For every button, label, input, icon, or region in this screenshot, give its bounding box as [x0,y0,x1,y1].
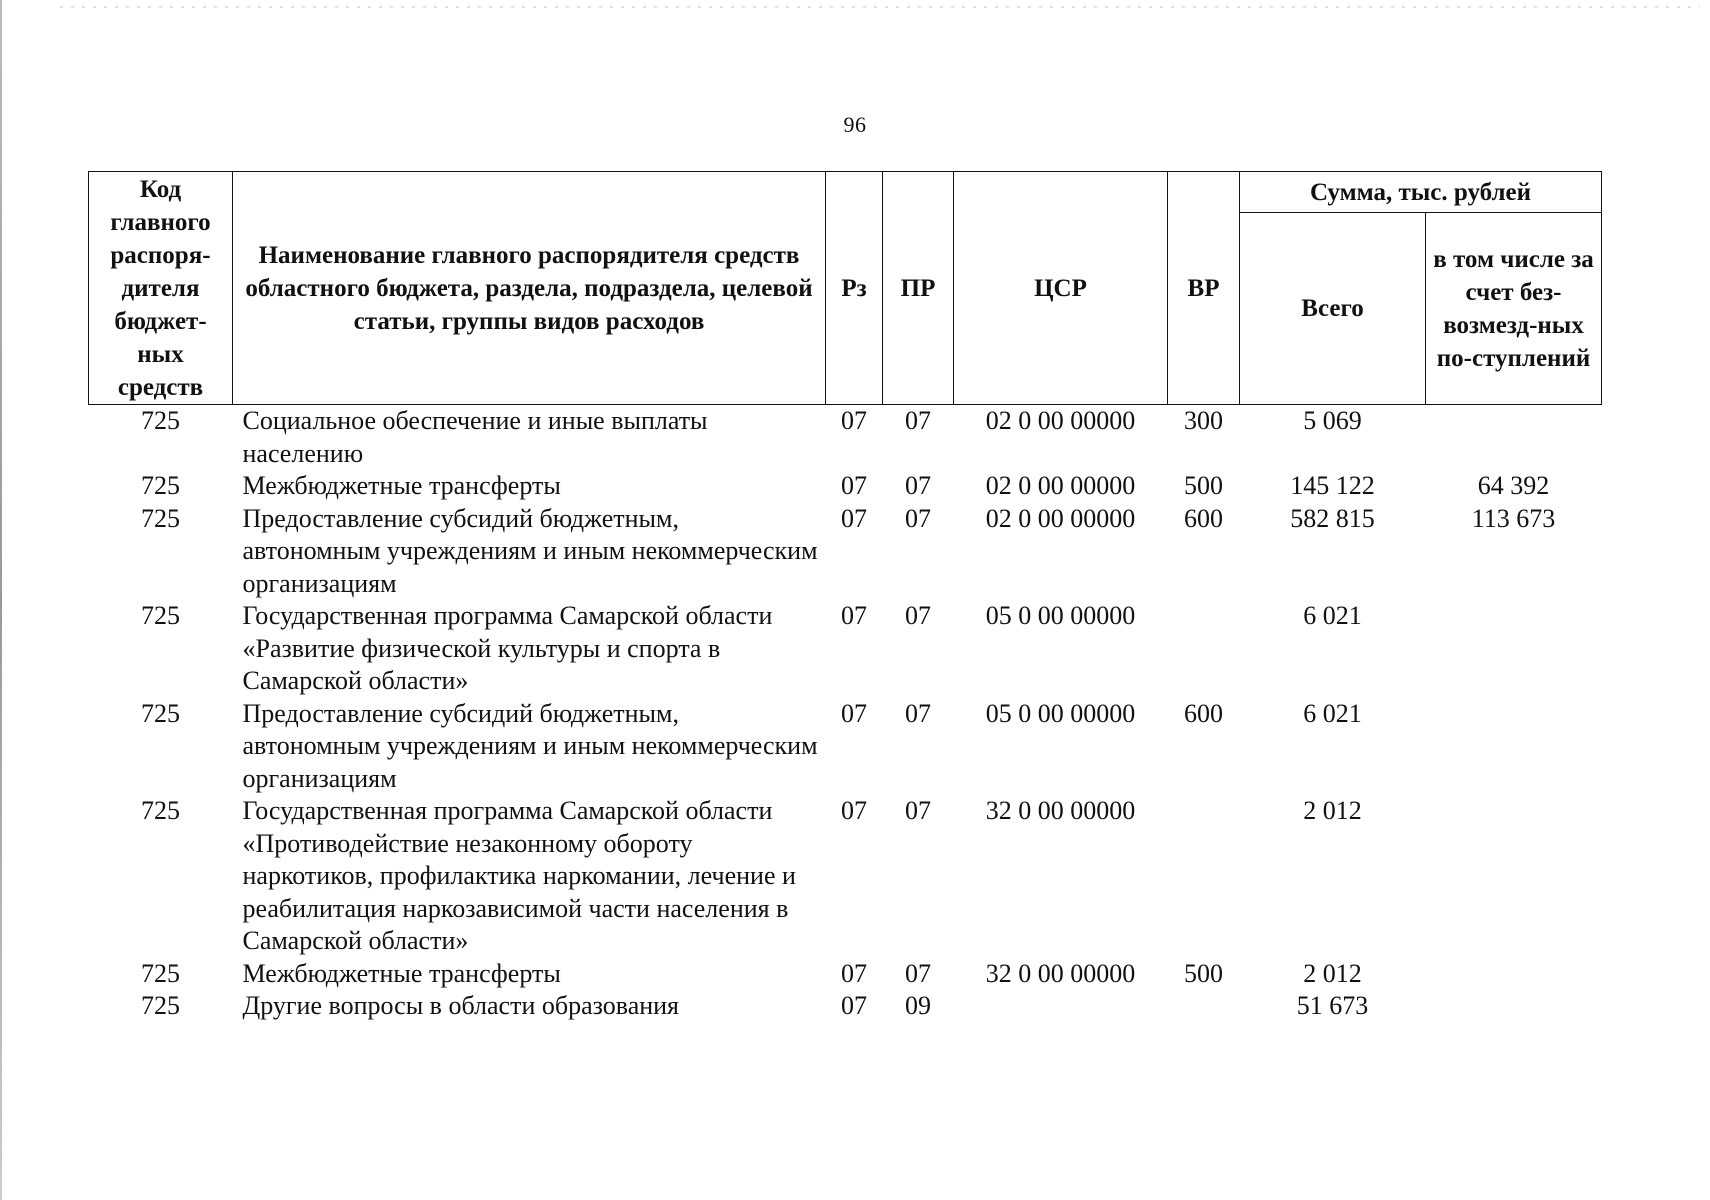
cell-vr: 300 [1184,406,1223,435]
cell-free-receipts [1426,795,1602,958]
cell-rz: 07 [841,503,867,533]
cell-total: 6 021 [1303,601,1362,630]
cell-code: 725 [141,698,180,728]
cell-vr: 600 [1184,698,1223,728]
cell-rz: 07 [841,991,867,1020]
cell-pr: 07 [905,406,931,435]
cell-csr: 05 0 00 00000 [985,698,1136,728]
table-row [89,990,1602,1023]
budget-table [88,171,1602,1023]
table-row [89,600,1602,698]
cell-vr [1168,795,1240,958]
table-body [89,405,1602,1023]
cell-name: Межбюджетные трансферты [242,471,561,500]
cell-free-receipts [1426,698,1602,796]
header-vr: ВР [1168,172,1240,405]
cell-code: 725 [141,796,180,825]
cell-csr: 02 0 00 00000 [985,503,1136,533]
cell-pr: 09 [905,991,931,1020]
cell-rz: 07 [841,698,867,728]
cell-csr: 02 0 00 00000 [985,471,1136,500]
cell-code: 725 [141,503,180,533]
cell-vr: 600 [1184,503,1223,533]
table-row [89,405,1602,471]
cell-name: Другие вопросы в области образования [242,991,680,1020]
cell-pr: 07 [905,958,931,988]
cell-pr: 07 [905,796,931,825]
header-pr: ПР [883,172,954,405]
cell-pr: 07 [905,471,931,500]
cell-free-receipts [1426,600,1602,698]
cell-rz: 07 [841,958,867,988]
cell-code: 725 [141,958,180,988]
header-free-receipts: в том числе за счет без-возмезд-ных по-ступлений [1426,213,1602,405]
cell-csr [954,990,1168,1023]
table-row [89,470,1602,503]
cell-rz: 07 [841,406,867,435]
cell-total: 582 815 [1290,503,1375,533]
cell-free-receipts [1426,958,1602,991]
cell-rz: 07 [841,601,867,630]
cell-pr: 07 [905,503,931,533]
header-rz: Рз [826,172,883,405]
cell-total: 2 012 [1303,796,1362,825]
cell-rz: 07 [841,471,867,500]
header-sum-group: Сумма, тыс. рублей [1240,172,1602,213]
cell-total: 2 012 [1303,958,1362,988]
cell-total: 5 069 [1303,406,1362,435]
scan-edge [0,0,2,1200]
cell-total: 6 021 [1303,698,1362,728]
cell-code: 725 [141,471,180,500]
table-row [89,795,1602,958]
scan-noise [60,6,1700,8]
cell-name: Межбюджетные трансферты [242,958,561,988]
table-header [89,172,1602,405]
cell-free-receipts: 113 673 [1471,503,1556,533]
cell-total: 145 122 [1290,471,1375,500]
cell-code: 725 [141,991,180,1020]
cell-vr: 500 [1184,958,1223,988]
header-name: Наименование главного распорядителя средств областного бюджета, раздела, подраздела, целевой статьи, группы видов расходов [233,172,826,405]
table-row [89,503,1602,601]
cell-pr: 07 [905,601,931,630]
cell-free-receipts: 64 392 [1477,471,1550,500]
cell-name: Государственная программа Самарской области «Развитие физической культуры и спорта в Самарской области» [242,601,773,695]
cell-csr: 05 0 00 00000 [985,601,1136,630]
cell-csr: 02 0 00 00000 [985,406,1136,435]
header-code: Код главного распоря-дителя бюджет-ных средств [89,172,233,405]
cell-csr: 32 0 00 00000 [985,796,1136,825]
cell-code: 725 [141,601,180,630]
cell-free-receipts [1426,405,1602,471]
cell-name: Предоставление субсидий бюджетным, автономным учреждениям и иным некоммерческим организациям [242,698,818,793]
cell-vr [1168,990,1240,1023]
cell-pr: 07 [905,698,931,728]
table-row [89,958,1602,991]
cell-vr: 500 [1184,471,1223,500]
cell-rz: 07 [841,796,867,825]
cell-csr: 32 0 00 00000 [985,958,1136,988]
header-csr: ЦСР [954,172,1168,405]
header-total: Всего [1240,213,1426,405]
cell-code: 725 [141,406,180,435]
cell-vr [1168,600,1240,698]
cell-name: Предоставление субсидий бюджетным, автономным учреждениям и иным некоммерческим организациям [242,503,818,598]
table-row [89,698,1602,796]
cell-total: 51 673 [1296,991,1369,1020]
page-number: 96 [843,112,867,137]
cell-name: Государственная программа Самарской области «Противодействие незаконному обороту наркотиков, профилактика наркомании, лечение и реабилитация наркозависимой части населения в Самарской области» [242,796,796,955]
cell-free-receipts [1426,990,1602,1023]
cell-name: Социальное обеспечение и иные выплаты населению [242,406,708,468]
